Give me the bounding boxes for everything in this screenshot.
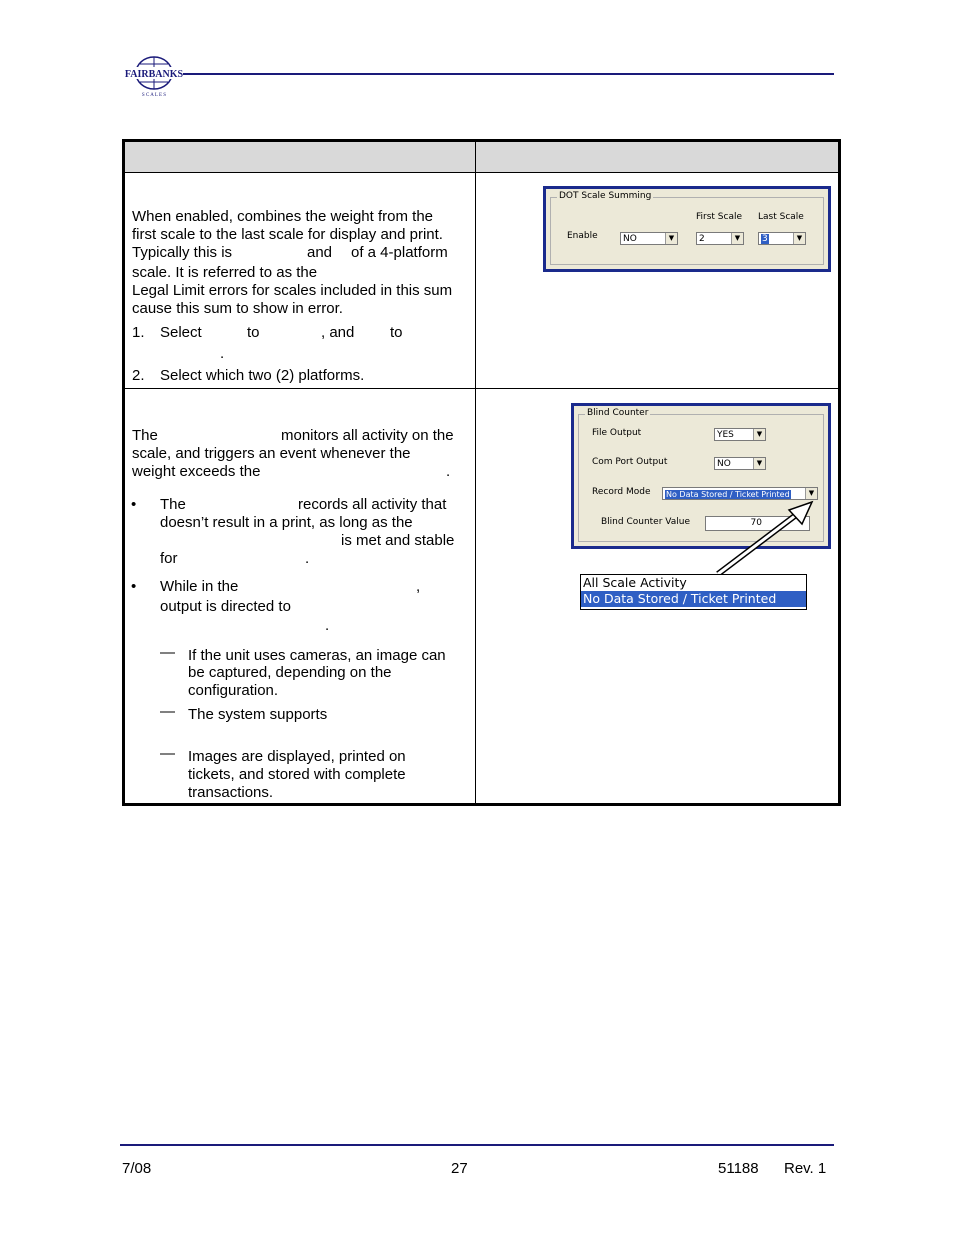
row1-text-line: scale. It is referred to as the <box>132 264 318 281</box>
com-port-value: NO <box>717 459 731 469</box>
bullet-text: is met and stable <box>341 532 455 549</box>
footer-doc-number: 51188 <box>718 1160 759 1177</box>
file-output-select[interactable] <box>714 428 766 441</box>
dash: — <box>160 644 175 661</box>
bullet: • <box>131 496 137 513</box>
chevron-down-icon[interactable]: ▼ <box>731 233 743 244</box>
enable-value: NO <box>623 234 637 244</box>
step-text: Select which two (2) platforms. <box>160 367 365 384</box>
first-scale-label: First Scale <box>696 212 743 222</box>
footer-revision: Rev. 1 <box>784 1160 827 1177</box>
chevron-down-icon[interactable]: ▼ <box>805 488 817 499</box>
row1-text-line: of a 4-platform <box>351 244 448 261</box>
bullet-text: , <box>416 578 421 595</box>
row2-text-line: . <box>446 463 451 480</box>
row1-text-line: When enabled, combines the weight from the <box>132 208 434 225</box>
step-number: 2. <box>132 367 145 384</box>
callout-arrow-icon <box>690 494 840 584</box>
header-cell-left <box>124 141 476 173</box>
step-text: Select <box>160 324 202 341</box>
first-scale-select[interactable] <box>696 232 744 245</box>
chevron-down-icon[interactable]: ▼ <box>793 233 805 244</box>
first-scale-value: 2 <box>699 234 705 244</box>
bullet-text: records all activity that <box>298 496 447 513</box>
blind-counter-value-label: Blind Counter Value <box>601 517 690 527</box>
record-mode-options-list <box>580 574 807 610</box>
option-all-scale-activity[interactable]: All Scale Activity <box>583 575 687 590</box>
row1-text-line: cause this sum to show in error. <box>132 300 343 317</box>
record-mode-label: Record Mode <box>592 487 651 497</box>
bullet: • <box>131 578 137 595</box>
row2-text-line: monitors all activity on the <box>281 427 454 444</box>
enable-select[interactable] <box>620 232 678 245</box>
chevron-down-icon[interactable]: ▼ <box>753 458 765 469</box>
bullet-text: output is directed to <box>160 598 291 615</box>
chevron-down-icon[interactable]: ▼ <box>665 233 677 244</box>
group-title: Blind Counter <box>587 408 649 418</box>
row2-text-line: The <box>132 427 158 444</box>
file-output-value: YES <box>717 430 734 440</box>
row1-text-line: and <box>307 244 333 261</box>
bullet-text: . <box>325 617 330 634</box>
footer-page-number: 27 <box>451 1160 468 1177</box>
last-scale-label: Last Scale <box>758 212 804 222</box>
chevron-down-icon[interactable]: ▼ <box>753 429 765 440</box>
row2-text-line: weight exceeds the <box>132 463 261 480</box>
com-port-label: Com Port Output <box>592 457 668 467</box>
last-scale-value: 3 <box>762 234 768 244</box>
row1-text-line: Typically this is <box>132 244 233 261</box>
file-output-label: File Output <box>592 428 642 438</box>
step-text: , and <box>321 324 355 341</box>
sub-bullet-text: The system supports <box>188 706 328 723</box>
step-text: to <box>247 324 260 341</box>
bullet-text: While in the <box>160 578 239 595</box>
sub-bullet-text: configuration. <box>188 682 279 699</box>
sub-bullet-text: be captured, depending on the <box>188 664 392 681</box>
sub-bullet-text: transactions. <box>188 784 274 801</box>
record-mode-value: No Data Stored / Ticket Printed <box>666 490 790 499</box>
sub-bullet-text: tickets, and stored with complete <box>188 766 406 783</box>
group-title: DOT Scale Summing <box>559 191 652 201</box>
header-cell-right <box>476 141 840 173</box>
bullet-text: for <box>160 550 178 567</box>
dot-scale-summing-dialog <box>543 186 831 272</box>
com-port-select[interactable] <box>714 457 766 470</box>
last-scale-select[interactable] <box>758 232 806 245</box>
footer-rule <box>120 1144 834 1146</box>
row2-text-line: scale, and triggers an event whenever the <box>132 445 411 462</box>
logo-subtext: S C A L E S <box>141 93 167 97</box>
bullet-text: The <box>160 496 186 513</box>
step-text: . <box>220 345 225 362</box>
sub-bullet-text: Images are displayed, printed on <box>188 748 406 765</box>
option-no-data-stored[interactable]: No Data Stored / Ticket Printed <box>581 591 806 607</box>
dash: — <box>160 703 175 720</box>
table-header-row <box>124 141 840 173</box>
fairbanks-logo <box>124 55 184 97</box>
step-number: 1. <box>132 324 145 341</box>
sub-bullet-text: If the unit uses cameras, an image can <box>188 647 446 664</box>
logo-text: FAIRBANKS <box>124 69 184 80</box>
row1-text-line: first scale to the last scale for display and print. <box>132 226 443 243</box>
row1-text-line: Legal Limit errors for scales included in this sum <box>132 282 453 299</box>
bullet-text: . <box>305 550 310 567</box>
step-text: to <box>390 324 403 341</box>
bullet-text: doesn’t result in a print, as long as the <box>160 514 413 531</box>
blind-counter-value: 70 <box>750 518 762 528</box>
footer-date: 7/08 <box>122 1160 152 1177</box>
dash: — <box>160 745 175 762</box>
header-rule <box>183 73 834 75</box>
enable-label: Enable <box>567 231 598 241</box>
